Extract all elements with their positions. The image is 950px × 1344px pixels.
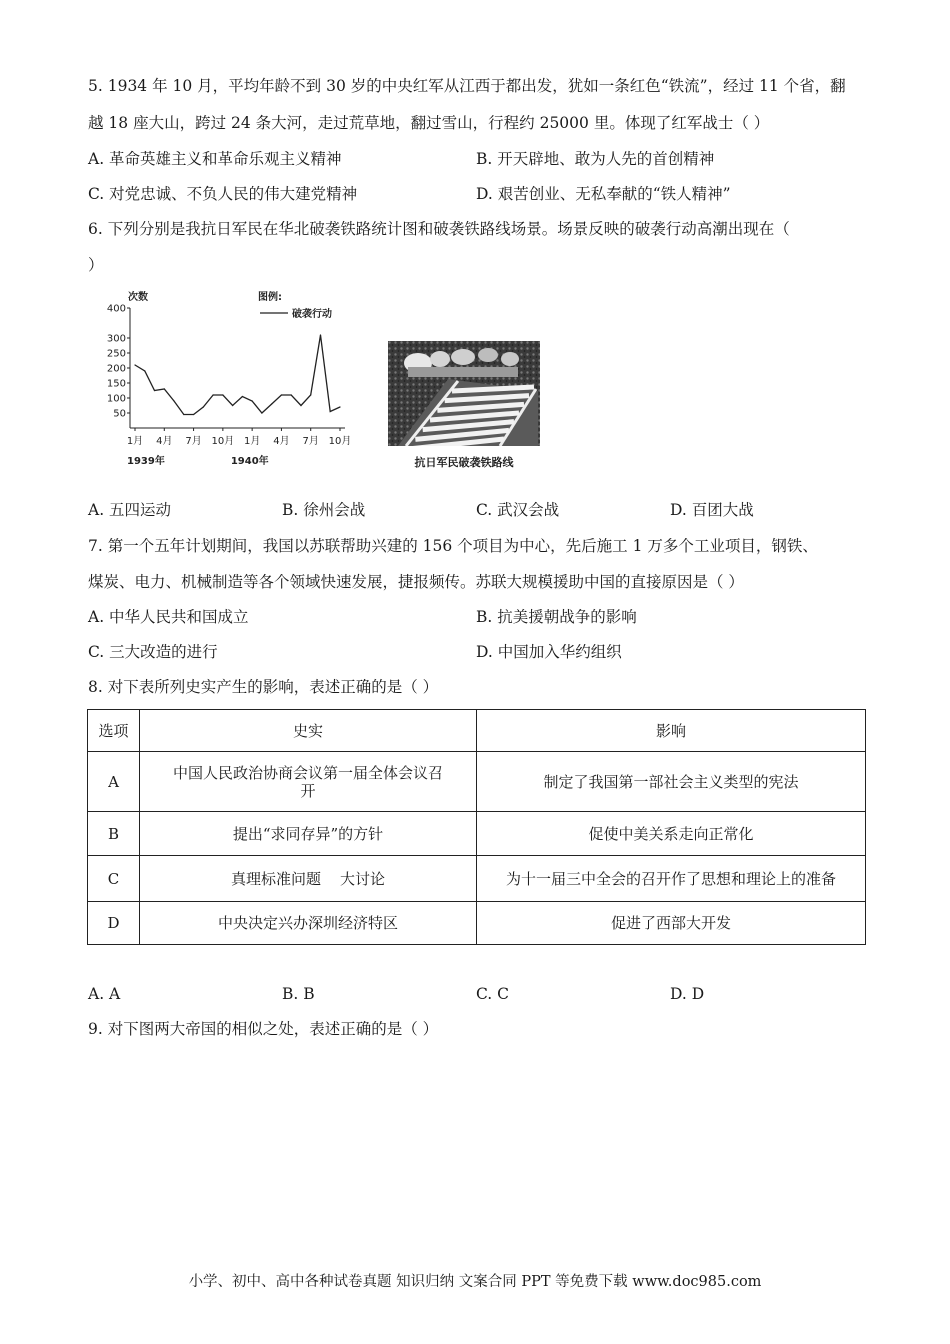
y-tick-label: 150 — [106, 378, 126, 390]
series-point — [203, 406, 204, 407]
q6-option-a: A. 五四运动 — [88, 501, 172, 519]
q5-option-d: D. 艰苦创业、无私奉献的“铁人精神” — [476, 185, 731, 203]
y-tick-label: 50 — [113, 408, 126, 420]
x-tick-label: 10月 — [211, 436, 235, 447]
table-header-fact: 史实 — [140, 710, 477, 752]
series-point — [252, 400, 253, 401]
q5-stem-line1: 5. 1934 年 10 月，平均年龄不到 30 岁的中央红军从江西于都出发，犹如一条红色“铁流”，经过 11 个省，翻 — [88, 77, 846, 95]
series-point — [144, 370, 145, 371]
series-point — [134, 364, 135, 365]
table-cell-option: A — [88, 752, 140, 812]
series-point — [300, 405, 301, 406]
table-row — [88, 812, 866, 856]
table-cell-option: D — [88, 902, 140, 945]
q7-option-b: B. 抗美援朝战争的影响 — [476, 608, 637, 626]
q6-stem-line1: 6. 下列分别是我抗日军民在华北破袭铁路统计图和破袭铁路线场景。场景反映的破袭行动高潮出现在（ — [88, 220, 790, 238]
series-point — [154, 390, 155, 391]
series-point — [232, 405, 233, 406]
q6-option-c: C. 武汉会战 — [476, 501, 560, 519]
year-label-1940: 1940年 — [230, 456, 269, 467]
chart-legend — [258, 290, 332, 320]
q8-stem: 8. 对下表所列史实产生的影响，表述正确的是（ ） — [88, 678, 439, 696]
q7-stem-line1: 7. 第一个五年计划期间，我国以苏联帮助兴建的 156 个项目为中心，先后施工 1 万多个工业项目，钢铁、 — [88, 537, 818, 555]
series-point — [173, 400, 174, 401]
table-cell-impact: 促使中美关系走向正常化 — [477, 812, 866, 856]
q9-stem: 9. 对下图两大帝国的相似之处，表述正确的是（ ） — [88, 1020, 439, 1038]
y-tick-label: 400 — [106, 303, 126, 315]
q8-option-c: C. C — [476, 985, 510, 1003]
y-tick-label: 100 — [106, 393, 126, 405]
table-cell-impact: 为十一届三中全会的召开作了思想和理论上的准备 — [477, 856, 866, 902]
q5-option-a: A. 革命英雄主义和革命乐观主义精神 — [88, 150, 342, 168]
table-cell-impact: 促进了西部大开发 — [477, 902, 866, 945]
series-line-sabotage — [135, 335, 340, 415]
series-point — [183, 414, 184, 415]
series-point — [330, 411, 331, 412]
y-tick-label: 250 — [106, 348, 126, 360]
table-cell-fact: 提出“求同存异”的方针 — [140, 812, 477, 856]
y-axis-label: 次数 — [128, 292, 148, 303]
q5-option-c: C. 对党忠诚、不负人民的伟大建党精神 — [88, 185, 358, 203]
q5-option-b: B. 开天辟地、敢为人先的首创精神 — [476, 150, 715, 168]
photo-caption: 抗日军民破袭铁路线 — [414, 456, 514, 469]
q7-option-d: D. 中国加入华约组织 — [476, 643, 622, 661]
q7-stem-line2: 煤炭、电力、机械制造等各个领域快速发展，捷报频传。苏联大规模援助中国的直接原因是（ ） — [88, 573, 744, 591]
q5-stem-line2: 越 18 座大山，跨过 24 条大河，走过荒草地，翻过雪山，行程约 25000 里。体现了红军战士（ ） — [88, 114, 770, 132]
series-point — [212, 394, 213, 395]
series-point — [261, 412, 262, 413]
table-cell-option: C — [88, 856, 140, 902]
legend-series-name: 破袭行动 — [292, 309, 332, 320]
table-cell-fact: 中国人民政治协商会议第一届全体会议召开 — [140, 752, 477, 812]
page-footer: 小学、初中、高中各种试卷真题 知识归纳 文案合同 PPT 等免费下载 www.doc985.com — [188, 1274, 762, 1290]
chart-ticks — [107, 304, 351, 468]
year-label-1939: 1939年 — [127, 456, 165, 467]
series-point — [271, 403, 272, 404]
q8-option-d: D. D — [670, 985, 705, 1003]
series-point — [339, 406, 340, 407]
q6-option-b: B. 徐州会战 — [282, 501, 366, 519]
x-tick-label: 4月 — [273, 436, 290, 447]
table-cell-fact: 真理标准问题 大讨论 — [140, 856, 477, 902]
q7-option-c: C. 三大改造的进行 — [88, 643, 218, 661]
q8-option-a: A. A — [88, 985, 121, 1003]
q6-option-d: D. 百团大战 — [670, 501, 754, 519]
table-row — [88, 856, 866, 902]
table-header-row — [88, 710, 866, 752]
series-point — [242, 396, 243, 397]
y-tick-label: 200 — [106, 363, 126, 375]
table-header-impact: 影响 — [477, 710, 866, 752]
q6-stem-line2: ） — [88, 256, 104, 274]
legend-title: 图例: — [258, 292, 282, 303]
x-tick-label: 7月 — [185, 436, 202, 447]
series-point — [222, 394, 223, 395]
series-point — [193, 414, 194, 415]
q7-option-a: A. 中华人民共和国成立 — [88, 608, 249, 626]
series-point — [291, 394, 292, 395]
x-tick-label: 1月 — [243, 436, 261, 447]
y-tick-label: 300 — [106, 333, 126, 345]
series-point — [320, 334, 321, 335]
railway-sabotage-chart — [100, 288, 360, 470]
table-row — [88, 902, 866, 945]
table-row — [88, 752, 866, 812]
railway-sabotage-photo — [388, 341, 540, 446]
table-header-option: 选项 — [88, 710, 140, 752]
series-point — [164, 388, 165, 389]
series-point — [310, 394, 311, 395]
table-cell-fact: 中央决定兴办深圳经济特区 — [140, 902, 477, 945]
x-tick-label: 10月 — [328, 436, 352, 447]
x-tick-label: 7月 — [302, 436, 319, 447]
chart-series — [134, 334, 340, 415]
facts-table — [87, 709, 866, 945]
table-cell-option: B — [88, 812, 140, 856]
x-tick-label: 4月 — [156, 436, 173, 447]
series-point — [281, 394, 282, 395]
q8-option-b: B. B — [282, 985, 315, 1003]
x-tick-label: 1月 — [126, 436, 144, 447]
table-cell-impact: 制定了我国第一部社会主义类型的宪法 — [477, 752, 866, 812]
